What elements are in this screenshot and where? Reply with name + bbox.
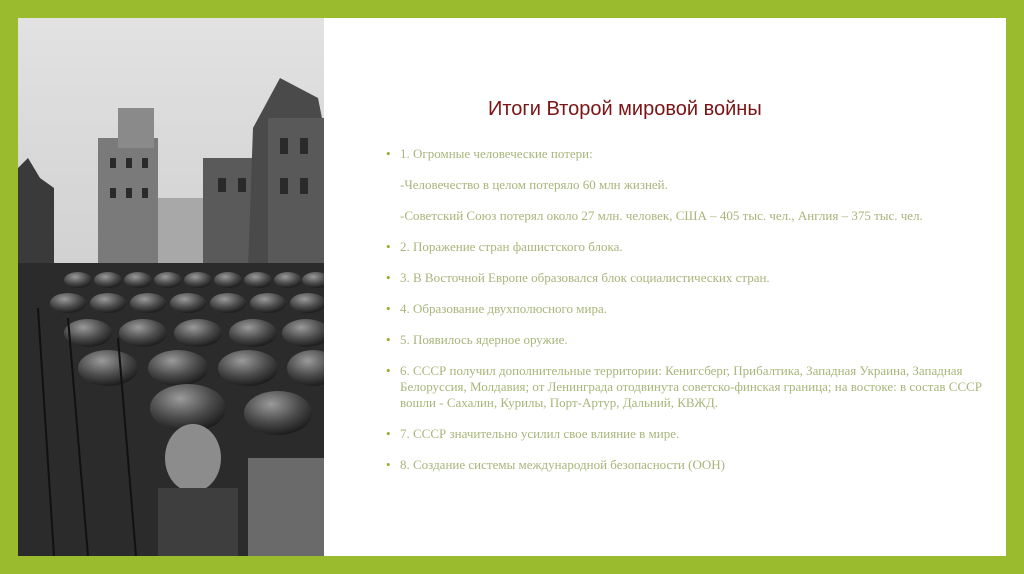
list-subitem	[386, 208, 986, 224]
list-item	[386, 270, 986, 286]
list-item-text: 2. Поражение стран фашистского блока.	[400, 239, 623, 254]
list-item	[386, 301, 986, 317]
parade-photo-illustration	[18, 18, 324, 556]
list-item-text: 4. Образование двухполюсного мира.	[400, 301, 607, 316]
list-item-text: 6. СССР получил дополнительные территории: Кенигсберг, Прибалтика, Западная Украина, Западная Белоруссия, Молдавия; от Ленинграда отодвинута советско-финская граница; на востоке: в состав СССР вошли - Сахалин, Курилы, Порт-Артур, Дальний, КВЖД.	[400, 363, 983, 410]
bullet-icon: •	[386, 426, 391, 441]
bullet-icon: •	[386, 457, 391, 472]
list-item-text: 3. В Восточной Европе образовался блок социалистических стран.	[400, 270, 770, 285]
list-item	[386, 239, 986, 255]
bullet-icon: •	[386, 332, 391, 347]
list-subitem-text: -Советский Союз потерял около 27 млн. человек, США – 405 тыс. чел., Англия – 375 тыс. чел.	[400, 208, 923, 223]
slide-body	[386, 146, 986, 488]
bullet-icon: •	[386, 270, 391, 285]
list-item-text: 8. Создание системы международной безопасности (ООН)	[400, 457, 725, 472]
bullet-icon: •	[386, 239, 391, 254]
list-item	[386, 457, 986, 473]
list-item-text: 5. Появилось ядерное оружие.	[400, 332, 568, 347]
list-item	[386, 332, 986, 348]
list-item-text: 1. Огромные человеческие потери:	[400, 146, 593, 161]
list-item	[386, 146, 986, 162]
list-item	[386, 426, 986, 442]
list-subitem	[386, 177, 986, 193]
bullet-icon: •	[386, 363, 391, 378]
soldiers-parade-photo	[18, 18, 324, 556]
slide-title: Итоги Второй мировой войны	[488, 98, 762, 120]
list-item-text: 7. СССР значительно усилил свое влияние в мире.	[400, 426, 680, 441]
slide	[18, 18, 1006, 556]
bullet-icon: •	[386, 146, 391, 161]
list-item	[386, 363, 986, 411]
bullet-icon: •	[386, 301, 391, 316]
list-subitem-text: -Человечество в целом потеряло 60 млн жизней.	[400, 177, 668, 192]
